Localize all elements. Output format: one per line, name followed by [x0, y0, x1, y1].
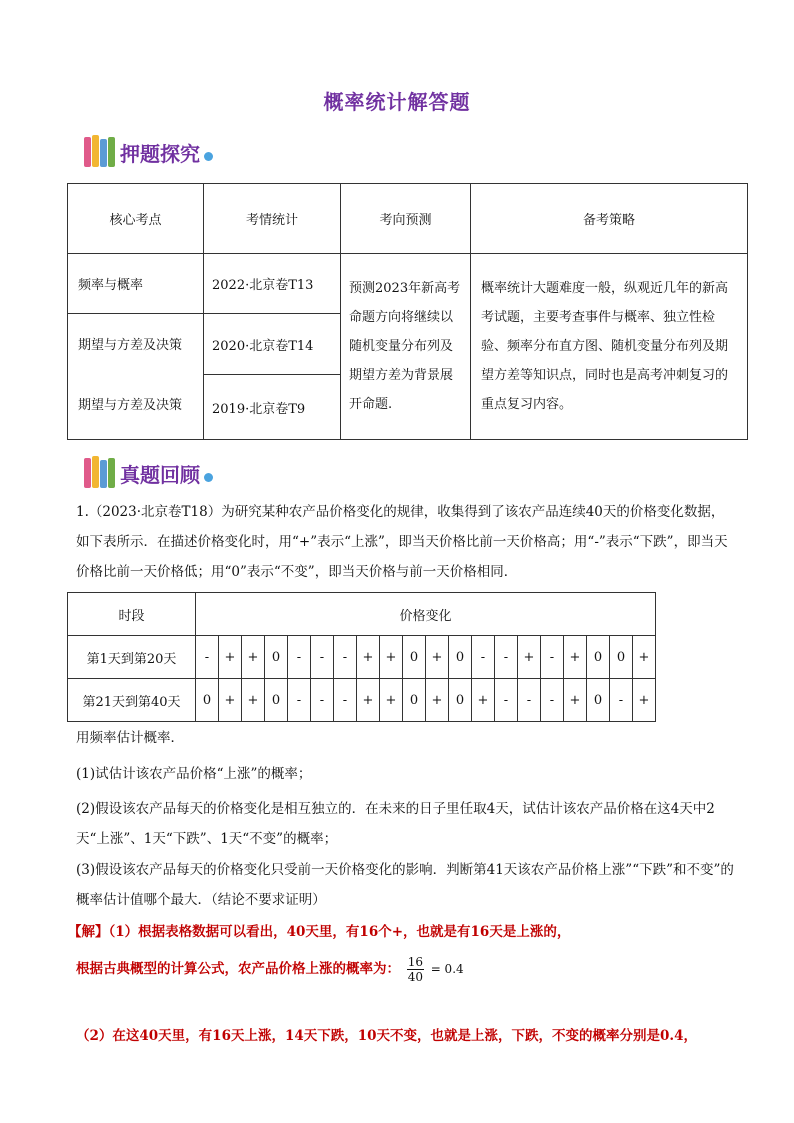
price-change-cell: -: [311, 636, 334, 679]
price-change-cell: 0: [196, 679, 219, 722]
price-change-cell: +: [633, 636, 656, 679]
price-change-cell: -: [334, 636, 357, 679]
price-change-cell: +: [380, 679, 403, 722]
price-change-cell: -: [311, 679, 334, 722]
problem-intro: 1.（2023·北京卷T18）为研究某种农产品价格变化的规律，收集得到了该农产品连续40天的价格变化数据，如下表所示．在描述价格变化时，用“+”表示“上涨”，即当天价格比前一天价格高；用“-”表示“下跌”，即当天价格比前一天价格低；用“0”表示“不变”，即当天价格与前一天价格相同．: [76, 504, 728, 580]
strategy-cell: 概率统计大题难度一般，纵观近几年的新高考试题，主要考查事件与概率、独立性检验、频率分布直方图、随机变量分布列及期望方差等知识点，同时也是高考冲刺复习的重点复习内容。: [471, 254, 748, 440]
page-title: 概率统计解答题: [323, 90, 471, 114]
section-heading-text: 真题回顾: [120, 462, 200, 487]
price-change-cell: +: [219, 679, 242, 722]
solution-text: 根据古典概型的计算公式，农产品价格上涨的概率为：: [76, 961, 400, 977]
price-change-cell: +: [357, 636, 380, 679]
price-change-cell: 0: [265, 636, 288, 679]
solution-label: 【解】: [68, 924, 109, 940]
price-change-cell: +: [518, 636, 541, 679]
fraction-result: = 0.4: [430, 962, 464, 976]
price-change-cell: +: [426, 679, 449, 722]
row-label: 第1天到第20天: [68, 636, 196, 679]
price-change-cell: -: [495, 679, 518, 722]
price-change-cell: +: [426, 636, 449, 679]
section-heading-review: [84, 455, 213, 491]
price-change-cell: +: [219, 636, 242, 679]
solution-text: （1）根据表格数据可以看出，40天里，有16个+，也就是有16天是上涨的，: [108, 924, 571, 940]
price-change-cell: 0: [587, 679, 610, 722]
topic-cell: 期望与方差及决策: [78, 337, 183, 353]
price-change-cell: -: [495, 636, 518, 679]
dot-icon: [204, 473, 213, 482]
price-change-cell: 0: [587, 636, 610, 679]
price-change-cell: +: [472, 679, 495, 722]
stat-cell: 2019·北京卷T9: [204, 375, 341, 440]
solution-line-2: [76, 954, 736, 984]
topic-cell: 频率与概率: [68, 254, 204, 314]
fraction-denominator: 40: [407, 970, 423, 984]
row-label: 第21天到第40天: [68, 679, 196, 722]
stat-cell: 2020·北京卷T14: [204, 314, 341, 375]
price-change-cell: +: [242, 679, 265, 722]
price-change-cell: 0: [403, 636, 426, 679]
price-change-cell: -: [518, 679, 541, 722]
price-change-cell: +: [633, 679, 656, 722]
price-change-cell: +: [380, 636, 403, 679]
price-change-cell: +: [564, 636, 587, 679]
header-cell: 价格变化: [196, 593, 656, 636]
books-icon: [84, 456, 118, 490]
header-cell: 考情统计: [204, 184, 341, 254]
section-heading-forecast: [84, 134, 213, 170]
header-cell: 考向预测: [341, 184, 471, 254]
price-change-cell: -: [472, 636, 495, 679]
price-change-cell: -: [196, 636, 219, 679]
fraction-numerator: 16: [407, 955, 423, 969]
price-change-cell: 0: [610, 636, 633, 679]
solution-line-3: （2）在这40天里，有16天上涨，14天下跌，10天不变，也就是上涨，下跌，不变的概率分别是0.4，: [76, 1028, 698, 1044]
question-2: (2)假设该农产品每天的价格变化是相互独立的．在未来的日子里任取4天，试估计该农产品价格在这4天中2天“上涨”、1天“下跌”、1天“不变”的概率；: [76, 801, 715, 847]
price-change-cell: 0: [449, 679, 472, 722]
dot-icon: [204, 152, 213, 161]
price-change-cell: +: [357, 679, 380, 722]
forecast-cell: 预测2023年新高考命题方向将继续以随机变量分布列及期望方差为背景展开命题.: [341, 254, 471, 440]
topic-cell-group: [68, 314, 204, 440]
stat-cell: 2022·北京卷T13: [204, 254, 341, 314]
header-cell: 备考策略: [471, 184, 748, 254]
price-change-cell: +: [242, 636, 265, 679]
fraction: [407, 955, 424, 984]
price-change-cell: -: [334, 679, 357, 722]
topic-cell: 期望与方差及决策: [78, 397, 183, 413]
price-change-cell: 0: [449, 636, 472, 679]
question-3: (3)假设该农产品每天的价格变化只受前一天价格变化的影响．判断第41天该农产品价格上涨”“下跌”和不变”的概率估计值哪个最大．（结论不要求证明）: [76, 862, 734, 908]
header-cell: 核心考点: [68, 184, 204, 254]
price-change-cell: 0: [265, 679, 288, 722]
price-change-cell: -: [288, 636, 311, 679]
freq-line: 用频率估计概率．: [76, 730, 184, 746]
price-table: [67, 592, 656, 722]
books-icon: [84, 135, 118, 169]
price-change-cell: -: [541, 679, 564, 722]
question-1: (1)试估计该农产品价格“上涨”的概率；: [76, 766, 312, 782]
price-change-cell: -: [610, 679, 633, 722]
price-change-cell: -: [288, 679, 311, 722]
price-change-cell: -: [541, 636, 564, 679]
header-cell: 时段: [68, 593, 196, 636]
price-change-cell: 0: [403, 679, 426, 722]
price-change-cell: +: [564, 679, 587, 722]
solution-line-1: [68, 917, 748, 947]
section-heading-text: 押题探究: [120, 141, 200, 166]
exam-table: [67, 183, 748, 440]
